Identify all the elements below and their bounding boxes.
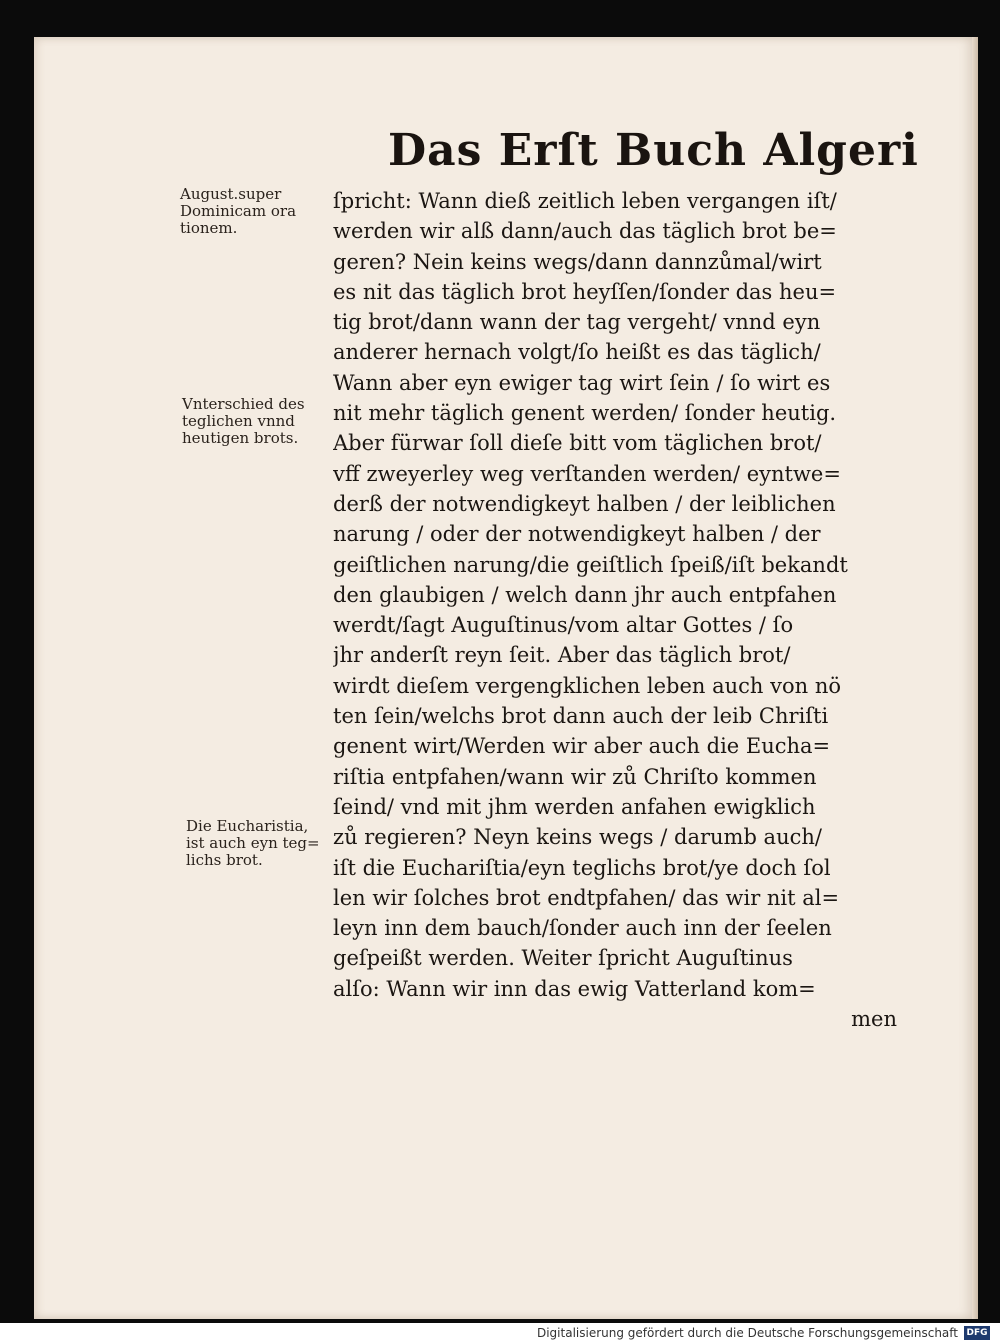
text-line: len wir ſolches brot endtpfahen/ das wir nit al= — [333, 885, 840, 910]
text-line: men — [851, 1007, 897, 1032]
text-line: geiſtlichen narung/die geiſtlich ſpeiß/iſt bekandt — [333, 552, 848, 577]
text-line: geſpeißt werden. Weiter ſpricht Auguſtinus — [333, 946, 793, 971]
text-line: alſo: Wann wir inn das ewig Vatterland kom= — [333, 976, 816, 1001]
page-edge — [972, 37, 978, 1319]
text-line: tig brot/dann wann der tag vergeht/ vnnd eyn — [333, 310, 821, 335]
margin-note-august — [180, 186, 296, 237]
text-line: leyn inn dem bauch/ſonder auch inn der ſeelen — [333, 916, 832, 941]
margin-note-line: Dominicam ora — [180, 202, 297, 220]
footer-credit: Digitalisierung gefördert durch die Deutsche Forschungsgemeinschaft — [536, 1326, 958, 1340]
text-line: iſt die Euchariſtia/eyn teglichs brot/ye doch ſol — [333, 855, 831, 880]
margin-note-line: tionem. — [180, 219, 238, 237]
text-line: zů regieren? Neyn keins wegs / darumb auch/ — [333, 825, 822, 850]
text-line: werdt/ſagt Auguſtinus/vom altar Gottes / ſo — [333, 613, 794, 638]
text-line: Wann aber eyn ewiger tag wirt ſein / ſo wirt es — [333, 370, 831, 395]
text-line: es nit das täglich brot heyſſen/ſonder das heu= — [333, 279, 837, 304]
text-line: ſpricht: Wann dieß zeitlich leben vergangen iſt/ — [333, 189, 837, 213]
margin-note-line: ist auch eyn teg= — [186, 834, 320, 852]
text-line: genent wirt/Werden wir aber auch die Eucha= — [333, 734, 831, 759]
running-title: Das Erſt Buch Algeri — [388, 125, 919, 176]
text-line: anderer hernach volgt/ſo heißt es das täglich/ — [333, 340, 821, 365]
text-line: Aber fürwar ſoll dieſe bitt vom täglichen brot/ — [333, 431, 822, 456]
margin-note-line: heutigen brots. — [182, 429, 299, 447]
text-line: vff zweyerley weg verſtanden werden/ eyntwe= — [333, 461, 841, 486]
text-line: ſeind/ vnd mit jhm werden anfahen ewigklich — [333, 794, 816, 819]
text-line: narung / oder der notwendigkeyt halben / der — [333, 522, 821, 547]
margin-note-line: teglichen vnnd — [182, 412, 295, 430]
dfg-logo-icon: DFG — [964, 1326, 990, 1340]
margin-note-unterschied — [182, 396, 305, 447]
text-line: werden wir alß dann/auch das täglich brot be= — [333, 219, 837, 244]
margin-note-eucharistia — [186, 818, 320, 869]
text-line: wirdt dieſem vergengklichen leben auch von nö — [333, 673, 841, 698]
text-line: riſtia entpfahen/wann wir zů Chriſto kommen — [333, 764, 817, 789]
margin-note-line: August.super — [180, 185, 282, 203]
footer-bar — [0, 1323, 1000, 1343]
margin-note-line: lichs brot. — [186, 851, 263, 869]
text-line: geren? Nein keins wegs/dann dannzůmal/wirt — [333, 249, 822, 274]
text-line: jhr anderſt reyn ſeit. Aber das täglich brot/ — [333, 643, 791, 668]
margin-note-line: Die Eucharistia, — [186, 817, 309, 835]
text-line: derß der notwendigkeyt halben / der leiblichen — [333, 491, 836, 516]
main-text-block — [333, 186, 903, 1034]
text-line: nit mehr täglich genent werden/ ſonder heutig. — [333, 401, 837, 426]
text-line: ten ſein/welchs brot dann auch der leib Chriſti — [333, 704, 829, 729]
margin-note-line: Vnterschied des — [182, 395, 305, 413]
text-line: den glaubigen / welch dann jhr auch entpfahen — [333, 582, 837, 607]
